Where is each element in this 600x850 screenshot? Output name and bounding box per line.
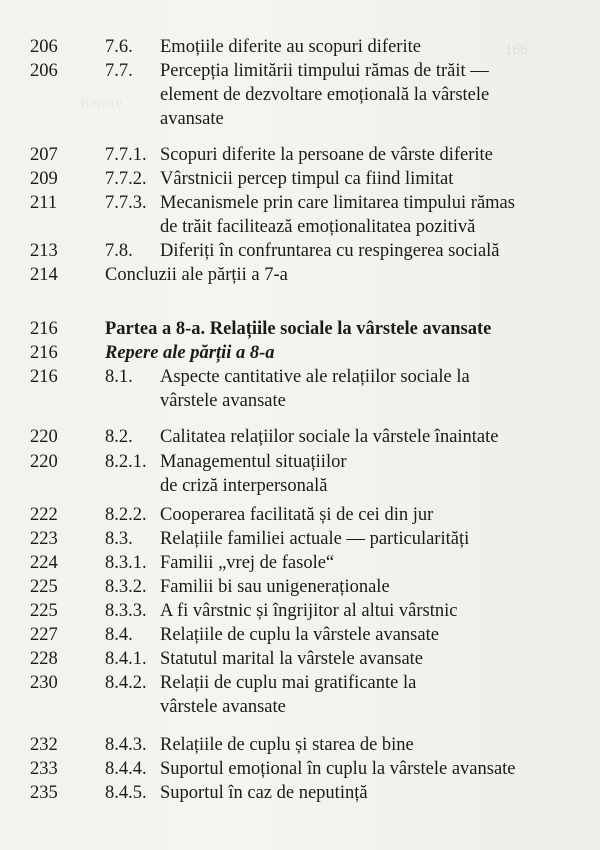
toc-page-number: 214 bbox=[30, 265, 58, 285]
toc-section-number: 7.8. bbox=[105, 241, 133, 261]
toc-title-line: de criză interpersonală bbox=[160, 476, 328, 496]
toc-section-number: 8.2. bbox=[105, 427, 133, 447]
toc-entry bbox=[0, 192, 600, 240]
toc-section-title bbox=[160, 451, 347, 499]
toc-section-number: 7.6. bbox=[105, 37, 133, 57]
toc-title-line: Concluzii ale părții a 7-a bbox=[105, 265, 288, 285]
toc-page-number: 213 bbox=[30, 241, 58, 261]
toc-entry bbox=[0, 672, 600, 720]
toc-entry bbox=[0, 504, 600, 528]
toc-title-line: vârstele avansate bbox=[160, 697, 286, 717]
toc-title-line: Relațiile de cuplu și starea de bine bbox=[160, 735, 414, 755]
toc-section-number: 8.2.1. bbox=[105, 452, 147, 472]
toc-section-title bbox=[160, 366, 470, 414]
toc-section-number: 8.3.2. bbox=[105, 577, 147, 597]
toc-section-title bbox=[160, 552, 334, 576]
toc-section-number: 8.4.5. bbox=[105, 783, 147, 803]
toc-page-number: 235 bbox=[30, 783, 58, 803]
toc-title-line: Aspecte cantitative ale relațiilor sociale la bbox=[160, 367, 470, 387]
toc-title-line: Percepția limitării timpului rămas de trăit — bbox=[160, 61, 489, 81]
toc-page-number: 222 bbox=[30, 505, 58, 525]
toc-page-number: 220 bbox=[30, 427, 58, 447]
toc-entry bbox=[0, 366, 600, 414]
toc-page-number: 228 bbox=[30, 649, 58, 669]
toc-title-line: Vârstnicii percep timpul ca fiind limitat bbox=[160, 169, 454, 189]
toc-entry bbox=[0, 734, 600, 758]
toc-title-line: Scopuri diferite la persoane de vârste diferite bbox=[160, 145, 493, 165]
toc-section-title bbox=[160, 576, 390, 600]
toc-page-number: 224 bbox=[30, 553, 58, 573]
toc-title-line: Calitatea relațiilor sociale la vârstele înaintate bbox=[160, 427, 499, 447]
toc-section-number: 8.3. bbox=[105, 529, 133, 549]
toc-title-line: Suportul emoțional în cuplu la vârstele avansate bbox=[160, 759, 516, 779]
toc-title-line: Diferiți în confruntarea cu respingerea socială bbox=[160, 241, 500, 261]
toc-section-number: 8.4.1. bbox=[105, 649, 147, 669]
bleed-through-text: Repere bbox=[80, 95, 123, 111]
toc-page-number: 225 bbox=[30, 577, 58, 597]
toc-entry bbox=[0, 264, 600, 288]
toc-section-number: 7.7. bbox=[105, 61, 133, 81]
toc-page-number: 206 bbox=[30, 37, 58, 57]
toc-section-title bbox=[160, 648, 423, 672]
toc-entry bbox=[0, 528, 600, 552]
toc-page-number: 209 bbox=[30, 169, 58, 189]
toc-section-number: 7.7.3. bbox=[105, 193, 147, 213]
toc-section-number: 7.7.2. bbox=[105, 169, 147, 189]
toc-entry bbox=[0, 624, 600, 648]
toc-entry bbox=[0, 36, 600, 60]
toc-section-title bbox=[160, 60, 489, 132]
toc-section-title bbox=[160, 426, 499, 450]
toc-entry bbox=[0, 60, 600, 132]
toc-title-line: de trăit facilitează emoționalitatea pozitivă bbox=[160, 217, 476, 237]
toc-section-title bbox=[160, 36, 421, 60]
toc-section-title bbox=[160, 624, 439, 648]
toc-section-title bbox=[160, 144, 493, 168]
toc-page-number: 211 bbox=[30, 193, 58, 213]
toc-title-line: Mecanismele prin care limitarea timpului rămas bbox=[160, 193, 515, 213]
toc-section-title bbox=[160, 758, 516, 782]
toc-section-number: 8.4. bbox=[105, 625, 133, 645]
toc-entry bbox=[0, 552, 600, 576]
toc-entry bbox=[0, 648, 600, 672]
toc-title-line: Managementul situațiilor bbox=[160, 452, 347, 472]
toc-section-title bbox=[160, 504, 433, 528]
bleed-through-text: 166 bbox=[505, 42, 528, 58]
toc-title-line: Statutul marital la vârstele avansate bbox=[160, 649, 424, 669]
toc-section-title bbox=[105, 318, 491, 342]
toc-entry bbox=[0, 782, 600, 806]
toc-title-line: Relații de cuplu mai gratificante la bbox=[160, 673, 417, 693]
toc-title-line: avansate bbox=[160, 109, 224, 129]
toc-page-number: 206 bbox=[30, 61, 58, 81]
toc-section-title bbox=[160, 240, 500, 264]
toc-entry bbox=[0, 318, 600, 342]
toc-section-title bbox=[105, 264, 288, 288]
toc-section-title bbox=[160, 168, 453, 192]
toc-page-number: 225 bbox=[30, 601, 58, 621]
toc-entry bbox=[0, 240, 600, 264]
toc-page-number: 223 bbox=[30, 529, 58, 549]
toc-section-title bbox=[160, 192, 515, 240]
toc-title-line: Repere ale părții a 8-a bbox=[105, 343, 275, 363]
toc-entry bbox=[0, 144, 600, 168]
toc-section-title bbox=[160, 600, 457, 624]
toc-section-number: 8.3.1. bbox=[105, 553, 147, 573]
toc-title-line: Suportul în caz de neputință bbox=[160, 783, 368, 803]
toc-title-line: element de dezvoltare emoțională la vârstele bbox=[160, 85, 490, 105]
toc-page-number: 230 bbox=[30, 673, 58, 693]
toc-entry bbox=[0, 576, 600, 600]
toc-page-number: 207 bbox=[30, 145, 58, 165]
toc-section-title bbox=[160, 782, 368, 806]
toc-entry bbox=[0, 451, 600, 499]
toc-section-title bbox=[160, 734, 414, 758]
toc-entry bbox=[0, 758, 600, 782]
toc-title-line: Familii „vrej de fasole“ bbox=[160, 553, 335, 573]
toc-title-line: Cooperarea facilitată și de cei din jur bbox=[160, 505, 434, 525]
toc-section-number: 7.7.1. bbox=[105, 145, 147, 165]
toc-section-title bbox=[160, 672, 416, 720]
toc-page-number: 216 bbox=[30, 367, 58, 387]
toc-page-number: 227 bbox=[30, 625, 58, 645]
toc-title-line: Relațiile de cuplu la vârstele avansate bbox=[160, 625, 439, 645]
toc-page-number: 220 bbox=[30, 452, 58, 472]
toc-page-number: 232 bbox=[30, 735, 58, 755]
toc-title-line: Familii bi sau unigeneraționale bbox=[160, 577, 390, 597]
toc-page-number: 216 bbox=[30, 319, 58, 339]
toc-section-number: 8.4.3. bbox=[105, 735, 147, 755]
toc-section-number: 8.2.2. bbox=[105, 505, 147, 525]
toc-section-title bbox=[160, 528, 469, 552]
toc-title-line: Relațiile familiei actuale — particularități bbox=[160, 529, 470, 549]
toc-entry bbox=[0, 426, 600, 450]
toc-entry bbox=[0, 168, 600, 192]
toc-title-line: Emoțiile diferite au scopuri diferite bbox=[160, 37, 421, 57]
toc-page-number: 233 bbox=[30, 759, 58, 779]
toc-title-line: Partea a 8-a. Relațiile sociale la vârstele avansate bbox=[105, 319, 492, 339]
toc-section-title bbox=[105, 342, 275, 366]
toc-title-line: A fi vârstnic și îngrijitor al altui vârstnic bbox=[160, 601, 458, 621]
toc-section-number: 8.4.2. bbox=[105, 673, 147, 693]
toc-section-number: 8.4.4. bbox=[105, 759, 147, 779]
toc-section-number: 8.3.3. bbox=[105, 601, 147, 621]
toc-title-line: vârstele avansate bbox=[160, 391, 286, 411]
toc-page-number: 216 bbox=[30, 343, 58, 363]
toc-entry bbox=[0, 600, 600, 624]
toc-section-number: 8.1. bbox=[105, 367, 133, 387]
toc-entry bbox=[0, 342, 600, 366]
